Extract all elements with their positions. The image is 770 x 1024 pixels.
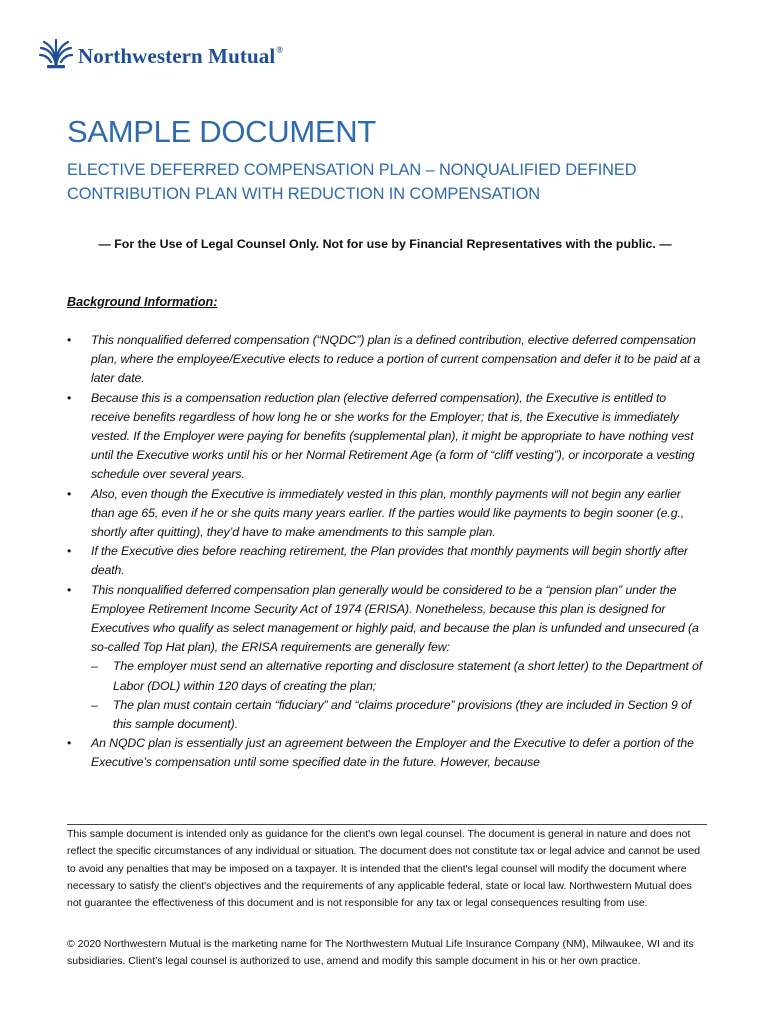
sub-bullet-item bbox=[91, 696, 707, 734]
document-subtitle: ELECTIVE DEFERRED COMPENSATION PLAN – NONQUALIFIED DEFINED CONTRIBUTION PLAN WITH REDUCTION IN COMPENSATION bbox=[67, 161, 637, 203]
company-logo bbox=[38, 36, 283, 70]
background-bullet-list bbox=[67, 331, 707, 773]
fountain-logo-icon bbox=[38, 36, 74, 70]
bullet-item bbox=[67, 542, 707, 580]
legal-counsel-notice: — For the Use of Legal Counsel Only. Not for use by Financial Representatives with the public. — bbox=[98, 237, 672, 251]
footer-disclaimer: This sample document is intended only as guidance for the client's own legal counsel. The document is general in nature and does not reflect the specific circumstances of any individual or situation. The document does not constitute tax or legal advice and cannot be used to avoid any penalties that may be imposed on a taxpayer. It is intended that the client's legal counsel will modify the document where necessary to satisfy the client's objectives and the requirements of any applicable federal, state or local law. Northwestern Mutual does not guarantee the effectiveness of this document and is not responsible for any tax or legal consequences resulting from use. bbox=[67, 828, 701, 910]
bullet-text: An NQDC plan is essentially just an agreement between the Employer and the Executive to defer a portion of the Executive’s compensation until some specified date in the future. However, because bbox=[91, 736, 694, 770]
bullet-text: Because this is a compensation reduction plan (elective deferred compensation), the Executive is entitled to receive benefits regardless of how long he or she works for the Employer; that is, the Executive is immediately vested. If the Employer were paying for benefits (supplemental plan), it might be appropriate to have nothing vest until the Executive works until his or her Normal Retirement Age (a form of “cliff vesting”), or incorporate a vesting schedule over several years. bbox=[91, 390, 695, 482]
dash-icon: – bbox=[91, 697, 98, 712]
bullet-item bbox=[67, 485, 707, 543]
bullet-item bbox=[67, 734, 707, 772]
erisa-requirements-list bbox=[91, 657, 707, 734]
bullet-item bbox=[67, 389, 707, 485]
footer-divider bbox=[67, 824, 707, 825]
bullet-dot-icon: • bbox=[67, 736, 72, 751]
logo-wordmark bbox=[78, 43, 284, 68]
logo-text: Northwestern Mutual bbox=[78, 43, 276, 68]
document-title: SAMPLE DOCUMENT bbox=[67, 114, 376, 149]
background-heading: Background Information: bbox=[67, 295, 218, 309]
bullet-dot-icon: • bbox=[67, 486, 72, 501]
bullet-dot-icon: • bbox=[67, 582, 72, 597]
bullet-dot-icon: • bbox=[67, 544, 72, 559]
dash-icon: – bbox=[91, 659, 98, 674]
registered-mark: ® bbox=[276, 44, 284, 55]
bullet-text: This nonqualified deferred compensation plan generally would be considered to be a “pension plan” under the Employee Retirement Income Security Act of 1974 (ERISA). Nonetheless, because this plan is designed for Executives who qualify as select management or highly paid, and because the plan is unfunded and unsecured (a so-called Top Hat plan), the ERISA requirements are generally few: bbox=[91, 582, 699, 655]
bullet-text: Also, even though the Executive is immediately vested in this plan, monthly payments will not begin any earlier than age 65, even if he or she quits many years earlier. If the parties would like payments to begin sooner (e.g., shortly after quitting), they’d have to make amendments to this sample plan. bbox=[91, 486, 685, 540]
bullet-item bbox=[67, 331, 707, 389]
bullet-dot-icon: • bbox=[67, 333, 72, 347]
bullet-text: If the Executive dies before reaching retirement, the Plan provides that monthly payments will begin shortly after death. bbox=[91, 544, 688, 578]
sub-bullet-item bbox=[91, 657, 707, 695]
bullet-dot-icon: • bbox=[67, 390, 72, 405]
bullet-text: This nonqualified deferred compensation (“NQDC”) plan is a defined contribution, elective deferred compensation plan, where the employee/Executive elects to reduce a portion of current compensation and defer it to be paid at a later date. bbox=[91, 333, 701, 386]
sub-bullet-text: The plan must contain certain “fiduciary” and “claims procedure” provisions (they are included in Section 9 of this sample document). bbox=[113, 697, 692, 732]
bullet-item bbox=[67, 581, 707, 735]
sub-bullet-text: The employer must send an alternative reporting and disclosure statement (a short letter) to the Department of Labor (DOL) within 120 days of creating the plan; bbox=[113, 659, 703, 693]
footer-copyright: © 2020 Northwestern Mutual is the marketing name for The Northwestern Mutual Life Insurance Company (NM), Milwaukee, WI and its subsidiaries. Client’s legal counsel is authorized to use, amend and modify this sample document in his or her own practice. bbox=[67, 938, 694, 968]
